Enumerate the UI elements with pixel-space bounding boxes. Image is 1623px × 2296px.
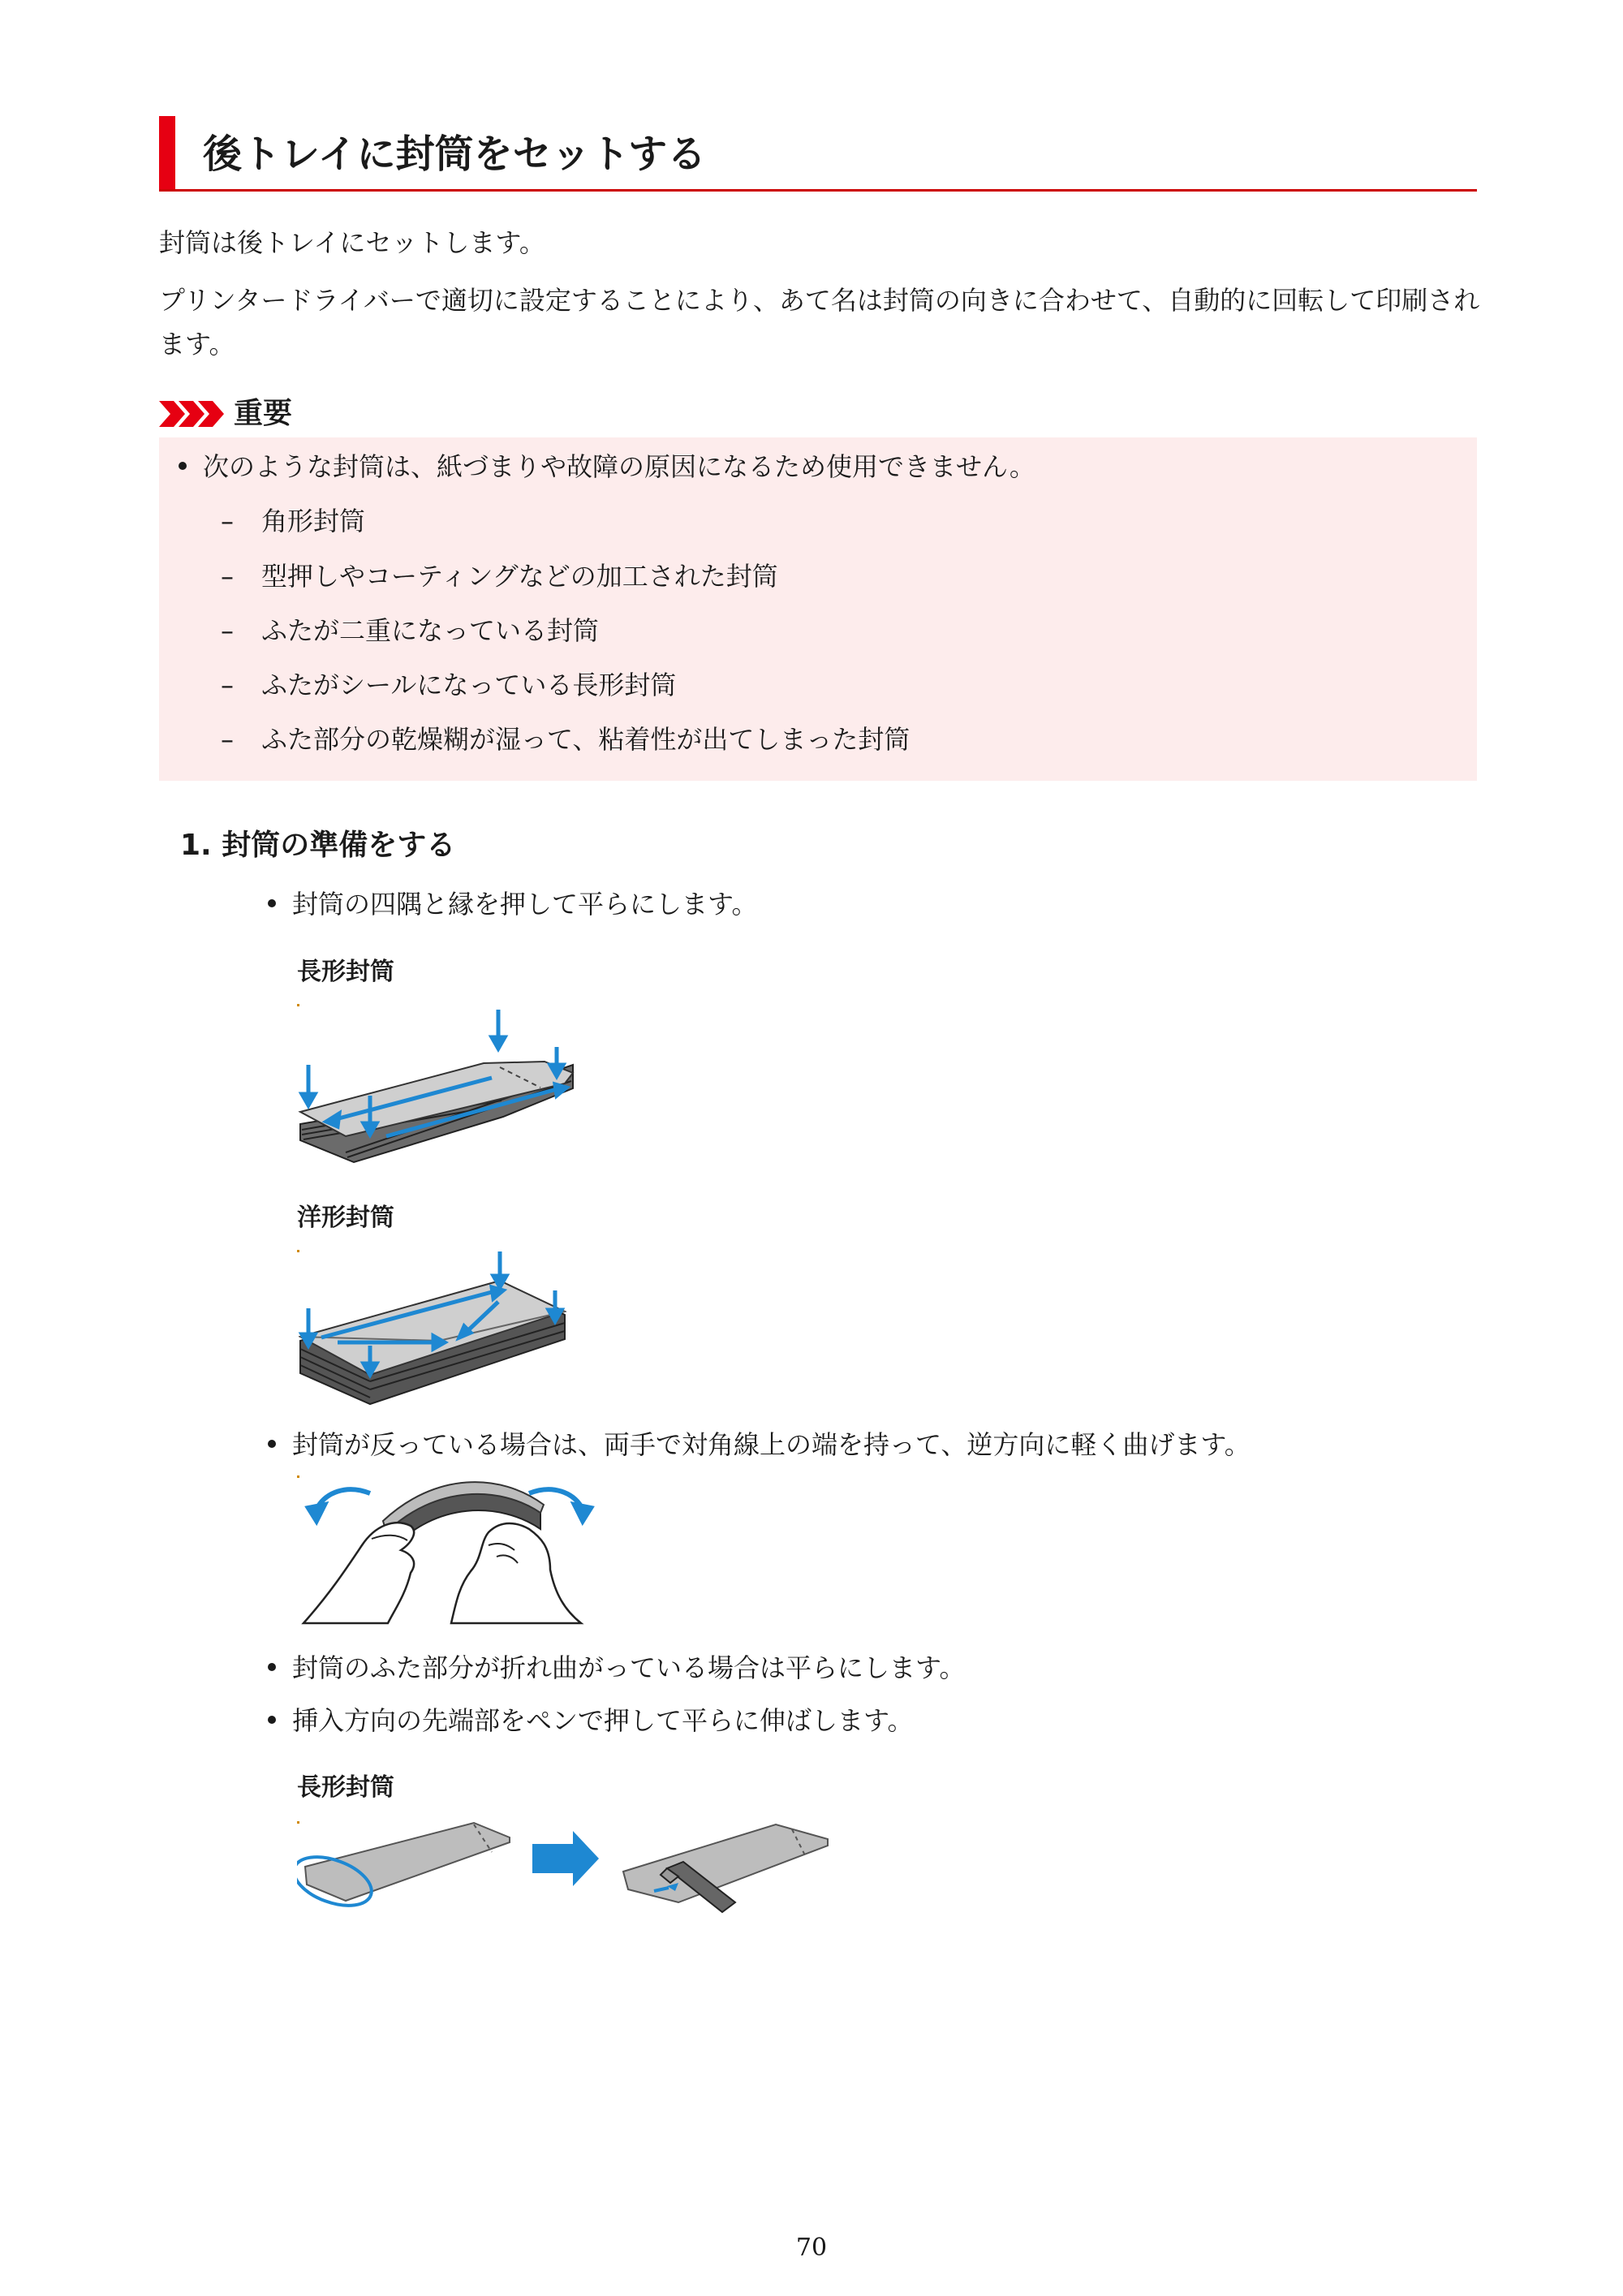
step-bullet [268, 1423, 1251, 1467]
bend-envelope-hands-illustration [297, 1472, 597, 1626]
important-item [221, 609, 599, 653]
bullet-dot [268, 1440, 276, 1448]
intro-line-2: プリンタードライバーで適切に設定することにより、あて名は封筒の向きに合わせて、自動的に回転して印刷されます。 [159, 285, 1480, 360]
important-item [221, 554, 778, 598]
important-chevrons-icon [159, 401, 227, 427]
important-item-text: 角形封筒 [261, 506, 366, 536]
step-bullet [268, 882, 757, 926]
bullet-dot [179, 462, 187, 470]
step-bullet-text: 封筒のふた部分が折れ曲がっている場合は平らにします。 [292, 1652, 966, 1683]
dash-glyph: – [221, 615, 234, 646]
important-item [221, 717, 910, 761]
important-bullet-text: 次のような封筒は、紙づまりや故障の原因になるため使用できません。 [203, 451, 1035, 482]
step-bullet-text: 封筒が反っている場合は、両手で対角線上の端を持って、逆方向に軽く曲げます。 [292, 1429, 1251, 1460]
bullet-dot [268, 899, 276, 907]
pen-flatten-edge-illustration [297, 1818, 833, 1915]
important-item-text: ふたが二重になっている封筒 [261, 615, 600, 646]
caption-long-envelope: 長形封筒 [297, 958, 394, 986]
step-bullet [268, 1646, 965, 1690]
page-title: 後トレイに封筒をセットする [203, 131, 707, 177]
important-item-text: ふたがシールになっている長形封筒 [261, 670, 677, 700]
long-envelope-flatten-illustration [297, 1006, 581, 1169]
important-bullet [179, 445, 1035, 489]
page-number: 70 [795, 2234, 828, 2262]
important-item [221, 663, 676, 707]
bullet-dot [268, 1716, 276, 1724]
important-item-text: 型押しやコーティングなどの加工された封筒 [261, 561, 778, 592]
caption-long-envelope: 長形封筒 [297, 1773, 394, 1802]
dash-glyph: – [221, 506, 234, 536]
dash-glyph: – [221, 670, 234, 700]
step-bullet-text: 封筒の四隅と縁を押して平らにします。 [292, 889, 758, 920]
caption-western-envelope: 洋形封筒 [297, 1204, 394, 1232]
western-envelope-flatten-illustration [297, 1251, 573, 1406]
important-item [221, 499, 365, 543]
bullet-dot [268, 1663, 276, 1671]
heading-underline [159, 189, 1477, 192]
heading-accent-bar [159, 116, 175, 191]
step-1-heading: 1. 封筒の準備をする [180, 829, 456, 862]
step-bullet [268, 1699, 913, 1742]
step-bullet-text: 挿入方向の先端部をペンで押して平らに伸ばします。 [292, 1705, 914, 1736]
dash-glyph: – [221, 561, 234, 592]
important-label: 重要 [234, 397, 293, 430]
intro-line-1: 封筒は後トレイにセットします。 [159, 227, 545, 258]
important-item-text: ふた部分の乾燥糊が湿って、粘着性が出てしまった封筒 [261, 724, 911, 755]
dash-glyph: – [221, 724, 234, 755]
